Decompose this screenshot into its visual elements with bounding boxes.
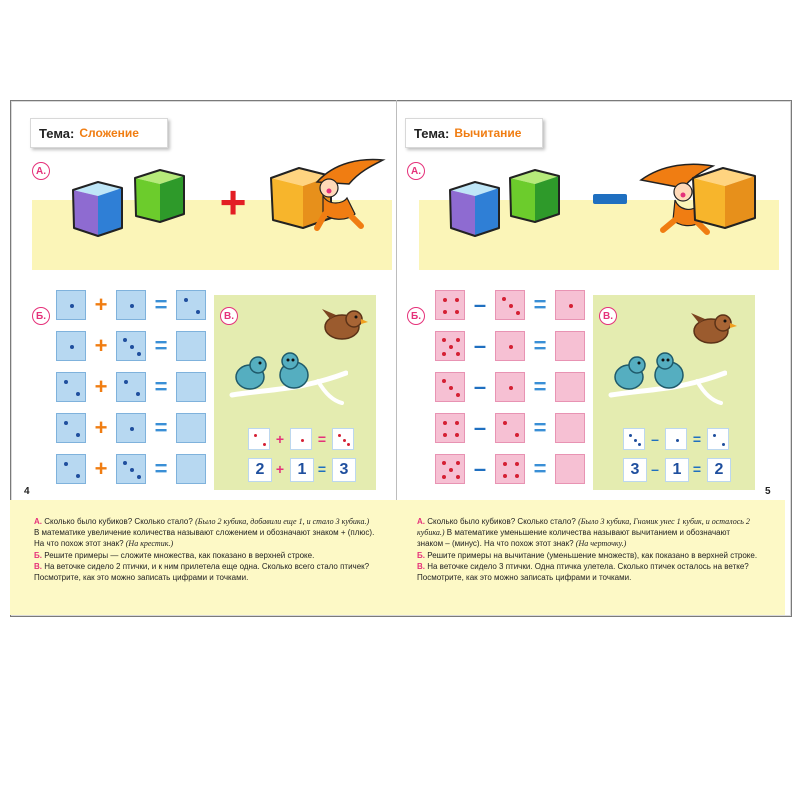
dot-card bbox=[56, 372, 86, 402]
dot-card bbox=[435, 372, 465, 402]
badge-c: В. bbox=[599, 307, 617, 325]
dot-card bbox=[56, 290, 86, 320]
instruction-a: Сколько было кубиков? Сколько стало? bbox=[425, 517, 579, 526]
instruction-c: На веточке сидело 3 птички. Одна птичка улетела. Сколько птичек осталось на ветке? bbox=[425, 561, 749, 571]
operator-sign: + bbox=[94, 415, 108, 440]
badge-a: А. bbox=[407, 162, 425, 180]
key-b: Б. bbox=[34, 550, 42, 560]
instruction-line bbox=[34, 538, 384, 549]
equation-row bbox=[435, 290, 593, 320]
dot bbox=[64, 421, 68, 425]
equation-row bbox=[435, 454, 593, 484]
dot bbox=[503, 421, 507, 425]
dot-card bbox=[435, 290, 465, 320]
operator-sign: – bbox=[473, 292, 487, 317]
instruction-line: В математике увеличение количества называют сложением и обозначают знаком + (плюс). bbox=[34, 528, 375, 538]
dot bbox=[629, 434, 632, 437]
empty-answer-box[interactable] bbox=[176, 413, 206, 443]
dot bbox=[76, 392, 80, 396]
dot-card bbox=[176, 290, 206, 320]
gnome-icon bbox=[633, 158, 769, 240]
operator-sign: + bbox=[94, 374, 108, 399]
number-box: 3 bbox=[332, 458, 356, 482]
key-b: Б. bbox=[417, 550, 425, 560]
dot bbox=[184, 298, 188, 302]
dot bbox=[130, 468, 134, 472]
dot bbox=[449, 468, 453, 472]
dot bbox=[515, 433, 519, 437]
equals-sign: = bbox=[533, 333, 547, 358]
dot bbox=[442, 461, 446, 465]
instruction-b: Решите примеры на вычитание (уменьшение множеств), как показано в верхней строке. bbox=[424, 550, 758, 560]
equation-row bbox=[56, 290, 214, 320]
dot bbox=[455, 298, 459, 302]
instruction-b: Решите примеры — сложите множества, как показано в верхней строке. bbox=[41, 550, 315, 560]
topic-prefix: Тема: bbox=[39, 125, 75, 141]
dot-card bbox=[665, 428, 687, 450]
equals-sign: = bbox=[692, 431, 702, 447]
instructions-panel bbox=[10, 500, 398, 615]
dot bbox=[130, 427, 134, 431]
dot bbox=[509, 386, 513, 390]
number-box: 2 bbox=[248, 458, 272, 482]
instruction-line-2: В математике уменьшение количества называют вычитанием и обозначают bbox=[444, 528, 731, 538]
badge-b: Б. bbox=[407, 307, 425, 325]
dot bbox=[456, 338, 460, 342]
topic-label-right bbox=[405, 118, 543, 148]
instruction-line bbox=[417, 538, 767, 549]
minus-sign bbox=[593, 194, 627, 204]
dot bbox=[123, 461, 127, 465]
dot bbox=[137, 352, 141, 356]
equation-row bbox=[435, 372, 593, 402]
dot bbox=[456, 461, 460, 465]
instruction-line bbox=[417, 561, 767, 572]
instruction-c: На веточке сидело 2 птички, и к ним прилетела еще одна. Сколько всего стало птичек? bbox=[42, 561, 370, 571]
dot bbox=[638, 443, 641, 446]
dot bbox=[443, 421, 447, 425]
dot-card bbox=[495, 331, 525, 361]
instruction-line: Посмотрите, как это можно записать цифрами и точками. bbox=[34, 573, 249, 583]
dot bbox=[263, 443, 266, 446]
dot bbox=[137, 475, 141, 479]
dot bbox=[502, 297, 506, 301]
dot-card bbox=[116, 454, 146, 484]
dot bbox=[676, 439, 679, 442]
dot-card bbox=[116, 331, 146, 361]
dot bbox=[455, 310, 459, 314]
key-a: А. bbox=[34, 517, 42, 526]
empty-answer-box[interactable] bbox=[176, 372, 206, 402]
dot-card bbox=[290, 428, 312, 450]
dot bbox=[123, 338, 127, 342]
dot bbox=[442, 379, 446, 383]
topic-value: Сложение bbox=[79, 126, 139, 140]
dot-card bbox=[332, 428, 354, 450]
equals-sign: = bbox=[154, 292, 168, 317]
equals-sign: = bbox=[154, 374, 168, 399]
instructions-panel bbox=[397, 500, 785, 615]
left-page bbox=[10, 100, 398, 615]
dot bbox=[503, 462, 507, 466]
dot bbox=[338, 434, 341, 437]
left-dot-grid bbox=[56, 290, 214, 490]
bird-panel bbox=[214, 295, 376, 490]
equals-sign: = bbox=[154, 456, 168, 481]
dot-card bbox=[495, 372, 525, 402]
right-page bbox=[397, 100, 785, 615]
gnome-icon bbox=[265, 158, 393, 238]
instruction-line bbox=[417, 550, 767, 561]
operator-sign: – bbox=[651, 431, 659, 447]
dot bbox=[456, 475, 460, 479]
equals-sign: = bbox=[533, 292, 547, 317]
dot bbox=[449, 345, 453, 349]
dot bbox=[347, 443, 350, 446]
equation-row bbox=[56, 331, 214, 361]
dot bbox=[442, 338, 446, 342]
page-number: 4 bbox=[24, 486, 30, 497]
dot-card bbox=[435, 331, 465, 361]
number-box: 1 bbox=[290, 458, 314, 482]
bird-icon bbox=[687, 309, 737, 347]
dot-equation bbox=[248, 428, 358, 452]
badge-c: В. bbox=[220, 307, 238, 325]
bird-panel bbox=[593, 295, 755, 490]
dot bbox=[443, 310, 447, 314]
dot bbox=[569, 304, 573, 308]
operator-sign: – bbox=[651, 461, 659, 477]
empty-answer-box[interactable] bbox=[555, 413, 585, 443]
dot bbox=[442, 352, 446, 356]
plus-sign: + bbox=[219, 176, 247, 228]
dot bbox=[456, 352, 460, 356]
dot-card bbox=[116, 290, 146, 320]
equation-row bbox=[435, 331, 593, 361]
cube-icon bbox=[505, 166, 563, 226]
number-box: 2 bbox=[707, 458, 731, 482]
operator-sign: – bbox=[473, 333, 487, 358]
dot bbox=[76, 433, 80, 437]
instruction-line bbox=[34, 561, 384, 572]
dot bbox=[509, 304, 513, 308]
dot bbox=[70, 345, 74, 349]
cube-icon bbox=[68, 176, 126, 240]
question-text: знаком – (минус). На что похож этот знак? bbox=[417, 539, 576, 549]
dot bbox=[130, 345, 134, 349]
key-a: А. bbox=[417, 517, 425, 526]
topic-value: Вычитание bbox=[454, 126, 522, 140]
equation-row bbox=[56, 413, 214, 443]
operator-sign: + bbox=[275, 461, 285, 477]
key-c: В. bbox=[417, 561, 425, 571]
dot bbox=[64, 462, 68, 466]
equals-sign: = bbox=[533, 374, 547, 399]
cube-icon bbox=[130, 166, 188, 226]
dot-card bbox=[495, 454, 525, 484]
dot bbox=[124, 380, 128, 384]
dot-card bbox=[116, 413, 146, 443]
instruction-a: Сколько было кубиков? Сколько стало? bbox=[42, 517, 196, 526]
dot bbox=[449, 386, 453, 390]
operator-sign: – bbox=[473, 374, 487, 399]
operator-sign: – bbox=[473, 415, 487, 440]
operator-sign: + bbox=[275, 431, 285, 447]
number-box: 3 bbox=[623, 458, 647, 482]
instruction-line bbox=[34, 550, 384, 561]
empty-answer-box[interactable] bbox=[176, 454, 206, 484]
dot bbox=[76, 474, 80, 478]
dot bbox=[455, 433, 459, 437]
number-equation bbox=[248, 458, 358, 482]
equals-sign: = bbox=[154, 333, 168, 358]
operator-sign: + bbox=[94, 333, 108, 358]
dot bbox=[130, 304, 134, 308]
dot-card bbox=[248, 428, 270, 450]
branch-icon bbox=[607, 351, 727, 409]
dot bbox=[343, 439, 346, 442]
instructions-text bbox=[34, 516, 384, 583]
equals-sign: = bbox=[154, 415, 168, 440]
question-text: На что похож этот знак? bbox=[34, 539, 126, 549]
badge-b: Б. bbox=[32, 307, 50, 325]
equation-row bbox=[56, 372, 214, 402]
empty-answer-box[interactable] bbox=[555, 372, 585, 402]
equation-row bbox=[435, 413, 593, 443]
number-equation bbox=[623, 458, 733, 482]
dot bbox=[136, 392, 140, 396]
dot bbox=[722, 443, 725, 446]
hint-a: (Было 2 кубика, добавили еще 1, и стало 3 кубика.) bbox=[195, 517, 370, 526]
operator-sign: – bbox=[473, 456, 487, 481]
branch-icon bbox=[228, 351, 348, 409]
dot bbox=[515, 462, 519, 466]
dot-equation bbox=[623, 428, 733, 452]
bird-icon bbox=[318, 305, 368, 343]
dot bbox=[442, 475, 446, 479]
dot bbox=[301, 439, 304, 442]
instruction-line bbox=[34, 516, 384, 527]
dot bbox=[503, 474, 507, 478]
equals-sign: = bbox=[317, 461, 327, 477]
empty-answer-box[interactable] bbox=[555, 454, 585, 484]
dot bbox=[509, 345, 513, 349]
dot bbox=[516, 311, 520, 315]
dot bbox=[70, 304, 74, 308]
dot-card bbox=[116, 372, 146, 402]
dot-card bbox=[435, 413, 465, 443]
equals-sign: = bbox=[692, 461, 702, 477]
dot-card bbox=[495, 413, 525, 443]
instructions-text bbox=[417, 516, 767, 583]
dot bbox=[254, 434, 257, 437]
dot-card bbox=[555, 290, 585, 320]
empty-answer-box[interactable] bbox=[176, 331, 206, 361]
page-number: 5 bbox=[765, 486, 771, 497]
dot-card bbox=[495, 290, 525, 320]
cube-icon bbox=[445, 176, 503, 240]
topic-label-left bbox=[30, 118, 168, 148]
right-dot-grid bbox=[435, 290, 593, 490]
dot bbox=[713, 434, 716, 437]
number-box: 1 bbox=[665, 458, 689, 482]
operator-sign: + bbox=[94, 456, 108, 481]
dot bbox=[455, 421, 459, 425]
hint-text: (На крестик.) bbox=[125, 539, 174, 549]
equals-sign: = bbox=[533, 415, 547, 440]
dot-card bbox=[707, 428, 729, 450]
equation-row bbox=[56, 454, 214, 484]
instruction-line bbox=[417, 516, 767, 538]
instruction-line: Посмотрите, как это можно записать цифрами и точками. bbox=[417, 573, 632, 583]
operator-sign: + bbox=[94, 292, 108, 317]
equals-sign: = bbox=[317, 431, 327, 447]
dot bbox=[634, 439, 637, 442]
dot bbox=[456, 393, 460, 397]
key-c: В. bbox=[34, 561, 42, 571]
dot bbox=[443, 298, 447, 302]
dot-card bbox=[56, 454, 86, 484]
dot-card bbox=[56, 413, 86, 443]
empty-answer-box[interactable] bbox=[555, 331, 585, 361]
dot-card bbox=[435, 454, 465, 484]
equals-sign: = bbox=[533, 456, 547, 481]
badge-a: А. bbox=[32, 162, 50, 180]
dot bbox=[515, 474, 519, 478]
dot bbox=[64, 380, 68, 384]
hint-a: (Было 3 кубика, Гномик унес 1 кубик, и осталось 2 кубика.) bbox=[417, 517, 750, 538]
dot bbox=[443, 433, 447, 437]
dot bbox=[196, 310, 200, 314]
topic-prefix: Тема: bbox=[414, 125, 450, 141]
dot-card bbox=[56, 331, 86, 361]
hint-text: (На черточку.) bbox=[575, 539, 627, 549]
dot-card bbox=[623, 428, 645, 450]
